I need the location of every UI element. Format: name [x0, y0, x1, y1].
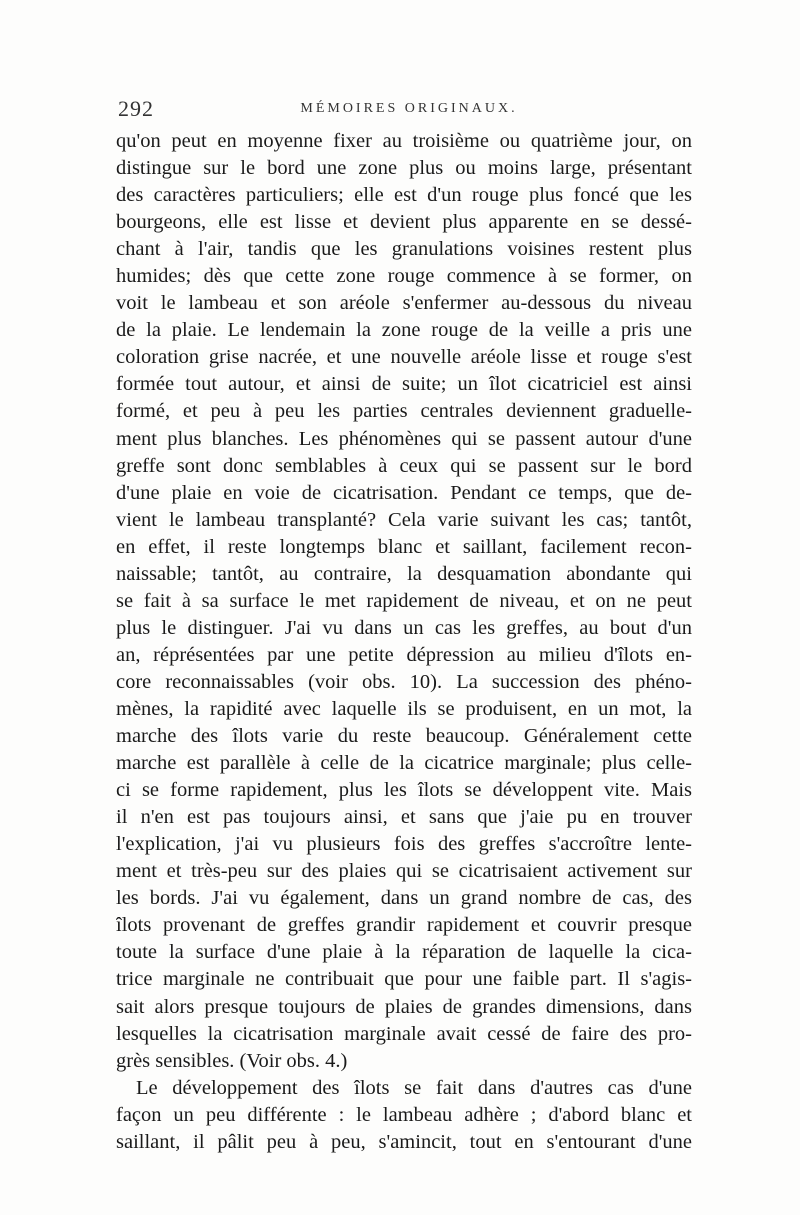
text-line: îlots provenant de greffes grandir rapidement et couvrir presque [116, 914, 692, 937]
text-line: bourgeons, elle est lisse et devient plus apparente en se dessé- [116, 211, 692, 234]
text-line: façon un peu différente : le lambeau adhère ; d'abord blanc et [116, 1103, 692, 1126]
text-line: il n'en est pas toujours ainsi, et sans que j'aie pu en trouver [116, 806, 692, 829]
running-head [118, 96, 700, 124]
text-line: mènes, la rapidité avec laquelle ils se produisent, en un mot, la [116, 697, 692, 720]
text-line: l'explication, j'ai vu plusieurs fois des greffes s'accroître lente- [116, 833, 692, 856]
text-line: ment plus blanches. Les phénomènes qui se passent autour d'une [116, 427, 692, 450]
text-line: d'une plaie en voie de cicatrisation. Pendant ce temps, que de- [116, 481, 692, 504]
text-line: formée tout autour, et ainsi de suite; un îlot cicatriciel est ainsi [116, 373, 692, 396]
text-line: lesquelles la cicatrisation marginale avait cessé de faire des pro- [116, 1022, 692, 1045]
text-line: trice marginale ne contribuait que pour une faible part. Il s'agis- [116, 968, 692, 991]
body-text [116, 128, 692, 1156]
text-line: saillant, il pâlit peu à peu, s'amincit, tout en s'entourant d'une [116, 1130, 692, 1153]
page-number: 292 [118, 96, 154, 121]
text-line: ci se forme rapidement, plus les îlots se développent vite. Mais [116, 779, 692, 802]
text-line: qu'on peut en moyenne fixer au troisième ou quatrième jour, on [116, 130, 692, 152]
text-line: voit le lambeau et son aréole s'enfermer au-dessous du niveau [116, 292, 692, 315]
text-line: an, réprésentées par une petite dépression au milieu d'îlots en- [116, 643, 692, 666]
text-line: chant à l'air, tandis que les granulations voisines restent plus [116, 238, 692, 261]
text-line: de la plaie. Le lendemain la zone rouge de la veille a pris une [116, 319, 692, 342]
text-line: coloration grise nacrée, et une nouvelle aréole lisse et rouge s'est [116, 346, 692, 369]
text-line: ment et très-peu sur des plaies qui se cicatrisaient activement sur [116, 860, 692, 883]
text-line: vient le lambeau transplanté? Cela varie suivant les cas; tantôt, [116, 508, 692, 531]
running-title: MÉMOIRES ORIGINAUX. [300, 101, 518, 116]
text-line: formé, et peu à peu les parties centrales deviennent graduelle- [116, 400, 692, 423]
text-line: marche est parallèle à celle de la cicatrice marginale; plus celle- [116, 752, 692, 775]
text-line: distingue sur le bord une zone plus ou moins large, présentant [116, 157, 692, 180]
paragraph-end-line: grès sensibles. (Voir obs. 4.) [116, 1049, 348, 1072]
text-line: les bords. J'ai vu également, dans un grand nombre de cas, des [116, 887, 692, 910]
text-line: toute la surface d'une plaie à la réparation de laquelle la cica- [116, 941, 692, 964]
text-line: humides; dès que cette zone rouge commence à se former, on [116, 265, 692, 288]
text-line: greffe sont donc semblables à ceux qui se passent sur le bord [116, 454, 692, 477]
text-line: se fait à sa surface le met rapidement de niveau, et on ne peut [116, 589, 692, 612]
text-line: core reconnaissables (voir obs. 10). La succession des phéno- [116, 670, 692, 693]
paragraph-start-line: Le développement des îlots se fait dans d'autres cas d'une [136, 1076, 692, 1099]
text-line: plus le distinguer. J'ai vu dans un cas les greffes, au bout d'un [116, 616, 692, 639]
text-line: sait alors presque toujours de plaies de grandes dimensions, dans [116, 995, 692, 1018]
text-line: en effet, il reste longtemps blanc et saillant, facilement recon- [116, 535, 692, 558]
text-line: marche des îlots varie du reste beaucoup. Généralement cette [116, 725, 692, 748]
text-line: naissable; tantôt, au contraire, la desquamation abondante qui [116, 562, 692, 585]
text-line: des caractères particuliers; elle est d'un rouge plus foncé que les [116, 184, 692, 207]
